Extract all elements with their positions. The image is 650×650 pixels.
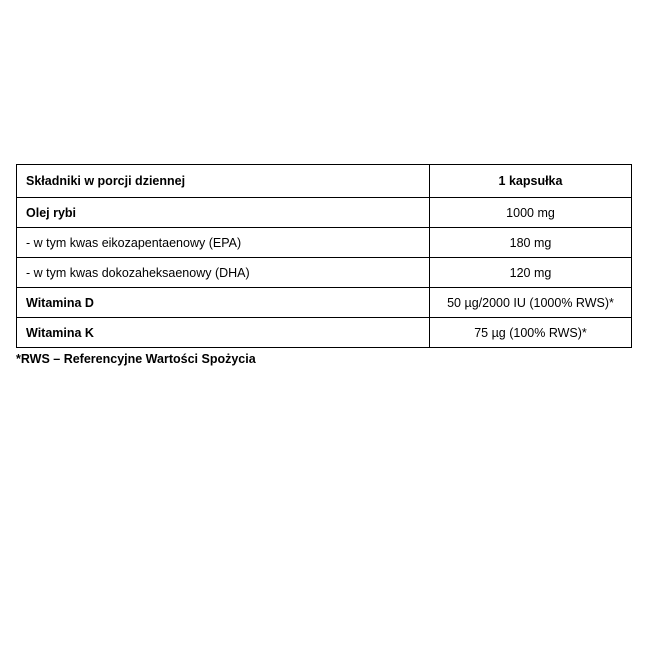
header-serving-cell: 1 kapsułka	[430, 165, 632, 198]
table-row	[17, 198, 632, 228]
nutrition-table	[16, 164, 632, 348]
ingredient-amount-cell: 50 µg/2000 IU (1000% RWS)*	[430, 288, 632, 318]
table-row	[17, 288, 632, 318]
table-row	[17, 228, 632, 258]
ingredient-name-cell: Witamina D	[17, 288, 430, 318]
ingredient-name-cell: Olej rybi	[17, 198, 430, 228]
table-row	[17, 318, 632, 348]
header-ingredient-cell: Składniki w porcji dziennej	[17, 165, 430, 198]
ingredient-amount-cell: 75 µg (100% RWS)*	[430, 318, 632, 348]
ingredient-name-cell: - w tym kwas dokozaheksaenowy (DHA)	[17, 258, 430, 288]
table-header-row	[17, 165, 632, 198]
ingredient-amount-cell: 1000 mg	[430, 198, 632, 228]
ingredient-amount-cell: 120 mg	[430, 258, 632, 288]
footnote: *RWS – Referencyjne Wartości Spożycia	[16, 352, 256, 366]
ingredient-name-cell: - w tym kwas eikozapentaenowy (EPA)	[17, 228, 430, 258]
ingredient-name-cell: Witamina K	[17, 318, 430, 348]
table-row	[17, 258, 632, 288]
ingredient-amount-cell: 180 mg	[430, 228, 632, 258]
